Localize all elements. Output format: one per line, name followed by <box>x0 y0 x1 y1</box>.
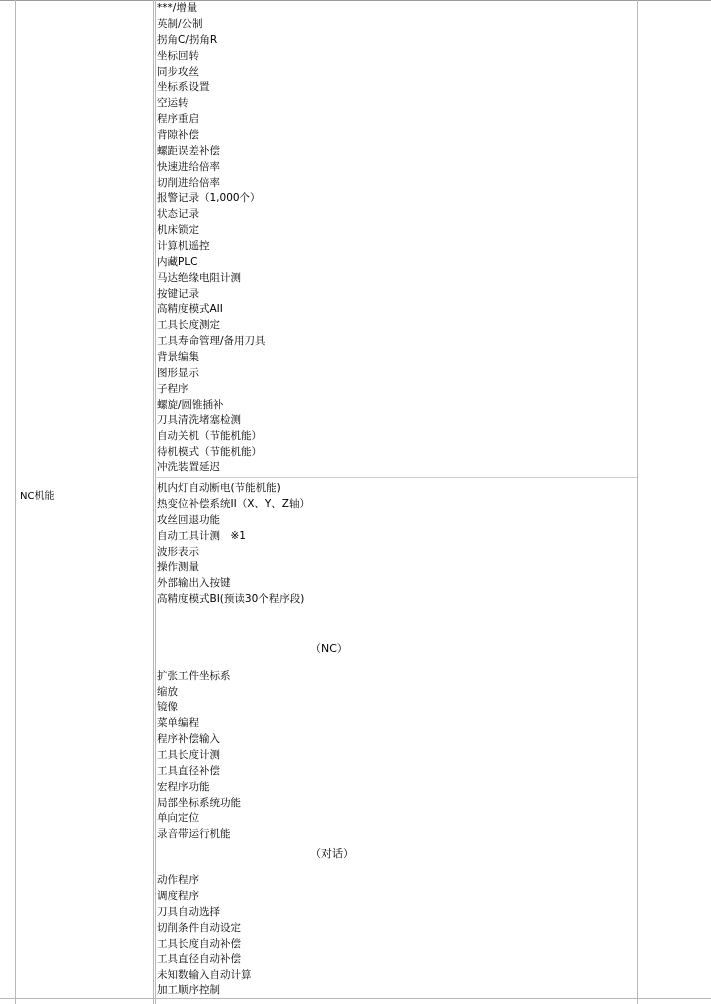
top-border <box>0 0 711 1</box>
section-heading-nc: （NC） <box>310 642 348 655</box>
feature-item: 坐标回转 <box>157 50 199 62</box>
feature-item: 待机模式（节能机能） <box>157 446 262 458</box>
feature-item: 背景编集 <box>157 351 199 363</box>
feature-item: 扩张工件坐标系 <box>157 670 231 682</box>
feature-item: 切削条件自动设定 <box>157 922 241 934</box>
feature-item: 快速进给倍率 <box>157 161 220 173</box>
feature-item: 拐角C/拐角R <box>157 34 218 46</box>
feature-item: 外部输出入按键 <box>157 577 231 589</box>
feature-item: 工具寿命管理/备用刀具 <box>157 335 266 347</box>
feature-item: ***/增量 <box>157 2 198 14</box>
feature-item: 缩放 <box>157 686 178 698</box>
feature-item: 按键记录 <box>157 288 199 300</box>
feature-item: 加工顺序控制 <box>157 984 220 996</box>
feature-item: 录音带运行机能 <box>157 828 231 840</box>
feature-item: 镜像 <box>157 701 178 713</box>
feature-item: 自动关机（节能机能） <box>157 430 262 442</box>
feature-item: 切削进给倍率 <box>157 177 220 189</box>
column-divider-value <box>155 0 156 1004</box>
feature-item: 调度程序 <box>157 890 199 902</box>
feature-item: 马达绝缘电阻计测 <box>157 272 241 284</box>
inner-row-divider <box>155 477 637 478</box>
feature-item: 英制/公制 <box>157 18 203 30</box>
feature-item: 刀具清洗堵塞检测 <box>157 414 241 426</box>
feature-item: 机床锁定 <box>157 224 199 236</box>
feature-item: 空运转 <box>157 97 189 109</box>
feature-item: 热变位补偿系统II（X、Y、Z轴） <box>157 498 310 510</box>
feature-item: 高精度模式BI(预读30个程序段) <box>157 593 305 605</box>
feature-item: 报警记录（1,000个） <box>157 192 261 204</box>
feature-item: 工具长度自动补偿 <box>157 938 241 950</box>
feature-item: 内藏PLC <box>157 256 198 268</box>
feature-item: 螺旋/圆锥插补 <box>157 399 224 411</box>
column-divider-right <box>637 0 638 1004</box>
feature-item: 操作测量 <box>157 561 199 573</box>
category-label: NC机能 <box>20 491 55 502</box>
section-heading-dialog: （对话） <box>310 847 354 860</box>
feature-item: 菜单编程 <box>157 717 199 729</box>
feature-item: 子程序 <box>157 383 189 395</box>
column-divider-label <box>153 0 154 1004</box>
feature-item: 动作程序 <box>157 874 199 886</box>
feature-item: 刀具自动选择 <box>157 906 220 918</box>
feature-item: 单向定位 <box>157 812 199 824</box>
feature-item: 坐标系设置 <box>157 81 210 93</box>
feature-item: 工具直径自动补偿 <box>157 953 241 965</box>
feature-item: 程序补偿输入 <box>157 733 220 745</box>
feature-item: 自动工具计测 ※1 <box>157 530 246 542</box>
feature-item: 未知数输入自动计算 <box>157 969 252 981</box>
feature-item: 宏程序功能 <box>157 781 210 793</box>
feature-item: 同步攻丝 <box>157 66 199 78</box>
feature-item: 背隙补偿 <box>157 129 199 141</box>
feature-item: 攻丝回退功能 <box>157 514 220 526</box>
feature-item: 螺距误差补偿 <box>157 145 220 157</box>
feature-item: 图形显示 <box>157 367 199 379</box>
row-divider <box>0 998 711 999</box>
feature-item: 波形表示 <box>157 546 199 558</box>
feature-item: 机内灯自动断电(节能机能) <box>157 482 281 494</box>
feature-item: 程序重启 <box>157 113 199 125</box>
feature-item: 状态记录 <box>157 208 199 220</box>
feature-item: 工具长度计测 <box>157 749 220 761</box>
feature-item: 工具直径补偿 <box>157 765 220 777</box>
feature-item: 计算机遥控 <box>157 240 210 252</box>
column-divider-left <box>15 0 16 1004</box>
feature-item: 工具长度测定 <box>157 319 220 331</box>
feature-item: 局部坐标系统功能 <box>157 797 241 809</box>
feature-item: 高精度模式AII <box>157 303 223 315</box>
feature-item: 冲洗装置延迟 <box>157 461 220 473</box>
